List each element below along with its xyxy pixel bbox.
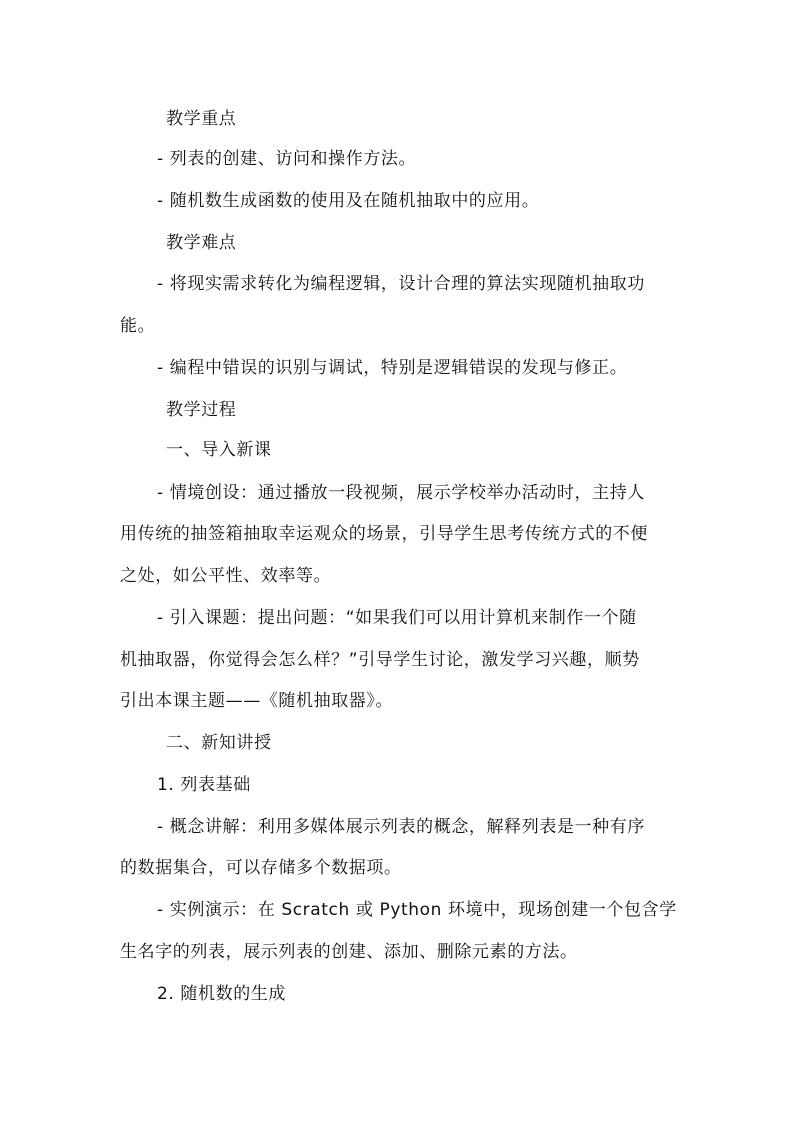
difficulty-item-debug: - 编程中错误的识别与调试，特别是逻辑错误的发现与修正。 <box>157 358 628 378</box>
intro-scenario-line3: 之处，如公平性、效率等。 <box>120 566 332 586</box>
section-new-knowledge-title: 二、新知讲授 <box>166 733 272 753</box>
intro-topic-line1: - 引入课题：提出问题：“如果我们可以用计算机来制作一个随 <box>157 608 637 628</box>
intro-topic-line3: 引出本课主题——《随机抽取器》。 <box>120 691 394 711</box>
difficulty-item-logic: - 将现实需求转化为编程逻辑，设计合理的算法实现随机抽取功 <box>157 274 645 294</box>
list-concept-line2: 的数据集合，可以存储多个数据项。 <box>120 858 402 878</box>
subsection-random-numbers: 2. 随机数的生成 <box>157 984 287 1004</box>
intro-topic-line2: 机抽取器，你觉得会怎么样？”引导学生讨论，激发学习兴趣，顺势 <box>120 650 640 670</box>
list-demo-line1: - 实例演示：在 Scratch 或 Python 环境中，现场创建一个包含学 <box>157 900 677 920</box>
heading-teaching-focus: 教学重点 <box>166 109 237 129</box>
focus-item-list: - 列表的创建、访问和操作方法。 <box>157 149 417 169</box>
list-concept-line1: - 概念讲解：利用多媒体展示列表的概念，解释列表是一种有序 <box>157 817 645 837</box>
section-intro-title: 一、导入新课 <box>166 440 272 460</box>
focus-item-random: - 随机数生成函数的使用及在随机抽取中的应用。 <box>157 191 540 211</box>
subsection-list-basics: 1. 列表基础 <box>157 775 251 795</box>
intro-scenario-line2: 用传统的抽签箱抽取幸运观众的场景，引导学生思考传统方式的不便 <box>120 524 648 544</box>
intro-scenario-line1: - 情境创设：通过播放一段视频，展示学校举办活动时，主持人 <box>157 483 645 503</box>
heading-teaching-process: 教学过程 <box>166 400 237 420</box>
list-demo-line2: 生名字的列表，展示列表的创建、添加、删除元素的方法。 <box>120 942 578 962</box>
heading-teaching-difficulty: 教学难点 <box>166 233 237 253</box>
difficulty-item-logic-cont: 能。 <box>120 316 156 336</box>
